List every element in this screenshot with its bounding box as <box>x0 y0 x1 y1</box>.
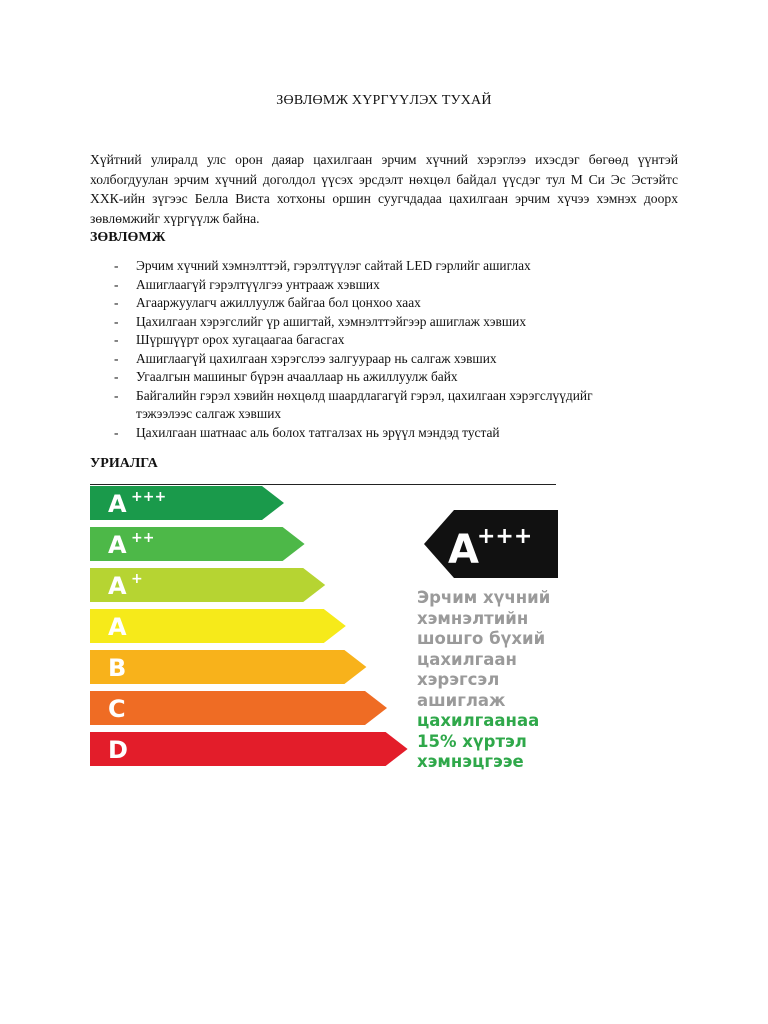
dash-bullet: - <box>114 350 119 366</box>
energy-class-plus: + <box>131 571 143 587</box>
energy-saving-message <box>417 588 550 773</box>
saving-line: хэрэгсэл <box>417 670 500 689</box>
energy-class-plus: +++ <box>131 489 167 505</box>
tip-text: Шүршүүрт орох хугацаагаа багасгах <box>136 332 345 347</box>
energy-class-letter: A <box>108 531 127 559</box>
tip-text: Эрчим хүчний хэмнэлттэй, гэрэлтүүлэг сайтай LED гэрлийг ашиглах <box>136 258 531 273</box>
energy-class-letter: B <box>108 654 127 682</box>
dash-bullet: - <box>114 332 119 347</box>
energy-class-bar <box>90 609 346 643</box>
tip-text: Цахилгаан шатнаас аль болох татгалзах нь эрүүл мэндэд тустай <box>136 424 500 440</box>
tip-text: Агааржуулагч ажиллуулж байгаа бол цонхоо хаах <box>136 295 421 310</box>
energy-class-bar <box>90 691 387 725</box>
dash-bullet: - <box>114 424 119 440</box>
energy-class-letter: A <box>108 613 127 641</box>
energy-class-bar <box>90 650 366 684</box>
energy-class-letter: D <box>108 736 128 764</box>
energy-class-letter: A <box>108 572 127 600</box>
energy-class-letter: A <box>108 490 127 518</box>
dash-bullet: - <box>114 369 119 384</box>
dash-bullet: - <box>114 276 119 292</box>
tip-text: Ашиглаагүй гэрэлтүүлгээ унтрааж хэвших <box>136 276 380 292</box>
dash-bullet: - <box>114 387 119 403</box>
saving-line-highlight: 15% хүртэл <box>417 731 527 751</box>
intro-paragraph: Хүйтний улиралд улс орон даяар цахилгаан эрчим хүчний хэрэглээ ихэсдэг бөгөөд үүнтэй холбогдуулан эрчим хүчний доголдол үүсэх эрсдэлт нөхцөл байдал үүсдэг тул М Си Эс Эстэйтс ХХК-ийн зүгээс Белла Виста хотхоны оршин суугчдадаа цахилгаан эрчим хүчээ хэмнэх доорх зөвлөмжийг хүргүүлж байна. <box>90 152 678 226</box>
tip-text: Цахилгаан хэрэгслийг үр ашигтай, хэмнэлттэйгээр ашиглаж хэвших <box>136 313 527 329</box>
saving-line: цахилгаан <box>417 649 517 669</box>
dash-bullet: - <box>114 313 119 329</box>
energy-class-plus: ++ <box>131 530 155 546</box>
tip-text: Ашиглаагүй цахилгаан хэрэгслээ залгуураар нь салгаж хэвших <box>136 350 497 366</box>
tips-heading: ЗӨВЛӨМЖ <box>90 230 166 245</box>
dash-bullet: - <box>114 295 119 310</box>
energy-class-letter: C <box>108 695 126 723</box>
dash-bullet: - <box>114 258 119 273</box>
call-heading: УРИАЛГА <box>90 456 158 471</box>
saving-line-highlight: хэмнэцгээе <box>417 752 524 771</box>
saving-line: хэмнэлтийн <box>417 608 529 628</box>
saving-line-highlight: цахилгаанаа <box>417 711 540 730</box>
saving-line: ашиглаж <box>417 690 506 710</box>
tip-text: Угаалгын машиныг бүрэн ачааллаар нь ажиллуулж байх <box>136 369 458 384</box>
energy-class-bar <box>90 732 408 766</box>
page-title: ЗӨВЛӨМЖ ХҮРГҮҮЛЭХ ТУХАЙ <box>276 93 492 108</box>
saving-line: Эрчим хүчний <box>417 588 551 607</box>
current-class-plus: +++ <box>477 524 533 549</box>
saving-line: шошго бүхий <box>417 629 546 648</box>
tip-text: Байгалийн гэрэл хэвийн нөхцөлд шаардлагагүй гэрэл, цахилгаан хэрэгслүүдийг тэжээлээс салгаж хэвших <box>136 387 593 421</box>
current-class-letter: A <box>448 527 479 573</box>
